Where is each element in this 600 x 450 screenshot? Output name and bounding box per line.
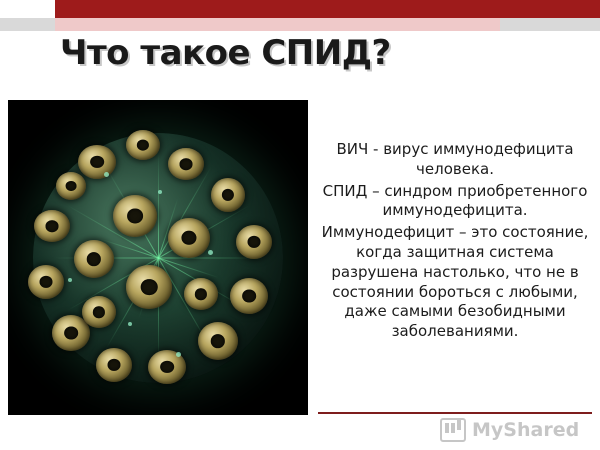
header-bar-dark [55,0,600,18]
virus-spike [34,210,70,242]
watermark [440,418,579,442]
page-title: Что такое СПИД? [60,33,391,73]
virus-spike [96,348,132,382]
virus-spike [126,265,172,309]
virus-spike [230,278,268,314]
virus-spike [78,145,116,179]
watermark-label: MyShared [472,419,580,441]
virus-image [8,100,308,415]
body-paragraph: СПИД – синдром приобретенного иммунодефицита. [322,181,588,220]
virus-spike [113,195,157,237]
virus-spike [74,240,114,278]
virus-speck [176,352,181,357]
virus-speck [208,250,213,255]
virus-spike [126,130,160,160]
footer-divider [318,412,592,414]
virus-spike [168,148,204,180]
virus-spike [28,265,64,299]
body-paragraph: Иммунодефицит – это состояние, когда защитная система разрушена настолько, что не в состоянии бороться с любыми, даже самыми безобидными заболеваниями. [321,223,589,341]
virus-speck [158,190,162,194]
virus-spike [184,278,218,310]
body-paragraph: ВИЧ - вирус иммунодефицита человека. [336,140,574,178]
body-text [318,140,592,344]
virus-speck [104,172,109,177]
virus-spike [56,172,86,200]
virus-spike [198,322,238,360]
virus-speck [128,322,132,326]
virus-spike [168,218,210,258]
virus-spike [211,178,245,212]
virus-spike [236,225,272,259]
virus-speck [68,278,72,282]
virus-spike [82,296,116,328]
header-bar-accent [55,18,500,31]
myshared-icon [440,418,466,442]
